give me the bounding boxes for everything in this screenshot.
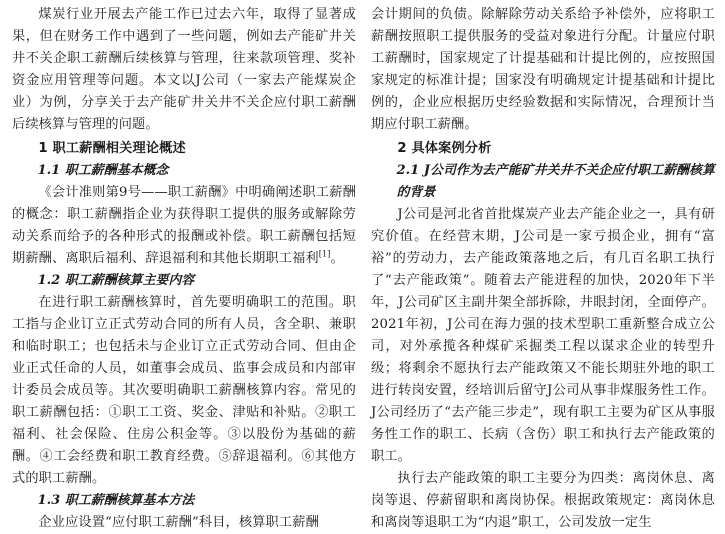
section-1-2-paragraph: 在进行职工薪酬核算时，首先要明确职工的范围。职工指与企业订立正式劳动合同的所有人员，含全职、兼职和临时职工；也包括未与企业订立正式劳动合同、但由企业正式任命的人员，如董事会成员、监事会成员和内部审计委员会成员等。其次要明确职工薪酬核算内容。常见的职工薪酬包括：①职工工资、奖金、津贴和补贴。②职工福利、社会保险、住房公积金等。③以股份为基础的薪酬。④工会经费和职工教育经费。⑤辞退福利。⑥其他方式的职工薪酬。: [12, 295, 356, 486]
section-2-1-heading: 2.1 J公司作为去产能矿井关井不关企应付职工薪酬核算的背景: [396, 163, 715, 200]
citation-ref: [1]: [318, 249, 331, 259]
right-column: [371, 4, 715, 534]
section-1-3-paragraph: 企业应设置“应付职工薪酬”科目，核算职工薪酬: [38, 515, 319, 530]
section-1-3-heading: 1.3 职工薪酬核算基本方法: [37, 493, 195, 508]
section-1-heading: 1 职工薪酬相关理论概述: [38, 141, 186, 156]
section-1-1-text: 《会计准则第9号——职工薪酬》中明确阐述职工薪酬的概念：职工薪酬指企业为获得职工提供的服务或解除劳动关系而给予的各种形式的报酬或补偿。职工薪酬包括短期薪酬、离职后福利、辞退福利和其他长期职工福利: [12, 185, 356, 266]
section-2-1-paragraph-2: 执行去产能政策的职工主要分为四类：离岗休息、离岗等退、停薪留职和离岗协保。根据政策规定：离岗休息和离岗等退职工为“内退”职工，公司发放一定生: [371, 471, 715, 530]
section-2-heading: 2 具体案例分析: [397, 141, 492, 156]
intro-paragraph: 煤炭行业开展去产能工作已过去六年，取得了显著成果，但在财务工作中遇到了一些问题，例如去产能矿井关井不关企职工薪酬后续核算与管理，往来款项管理、奖补资金应用管理等问题。本文以J公司（一家去产能煤炭企业）为例，分享关于去产能矿井关井不关企应付职工薪酬后续核算与管理的问题。: [12, 7, 356, 132]
section-1-1-text-end: 。: [330, 251, 344, 266]
section-1-1-heading: 1.1 职工薪酬基本概念: [37, 163, 169, 178]
section-1-2-heading: 1.2 职工薪酬核算主要内容: [37, 273, 195, 288]
continued-paragraph: 会计期间的负债。除解除劳动关系给予补偿外，应将职工薪酬按照职工提供服务的受益对象进行分配。计量应付职工薪酬时，国家规定了计提基础和计提比例的，应按照国家规定的标准计提；国家没有明确规定计提基础和计提比例的，企业应根据历史经验数据和实际情况，合理预计当期应付职工薪酬。: [371, 7, 715, 132]
section-2-1-paragraph: J公司是河北省首批煤炭产业去产能企业之一，具有研究价值。在经营末期，J公司是一家亏损企业，拥有“富裕”的劳动力，去产能政策落地之后，有几百名职工执行了“去产能政策”。随着去产能进程的加快，2020年下半年，J公司矿区主副井架全部拆除，井眼封闭，全面停产。2021年初，J公司在海力强的技术型职工重新整合成立公司，对外承揽各种煤矿采掘类工程以谋求企业的转型升级；将剩余不愿执行去产能政策又不能长期驻外地的职工进行转岗安置，经培训后留守J公司从事非煤服务性工作。J公司经历了“去产能三步走”，现有职工主要为矿区从事服务性工作的职工、长病（含伤）职工和执行去产能政策的职工。: [371, 207, 715, 464]
left-column: [12, 4, 356, 534]
section-1-1-paragraph: [12, 182, 356, 270]
